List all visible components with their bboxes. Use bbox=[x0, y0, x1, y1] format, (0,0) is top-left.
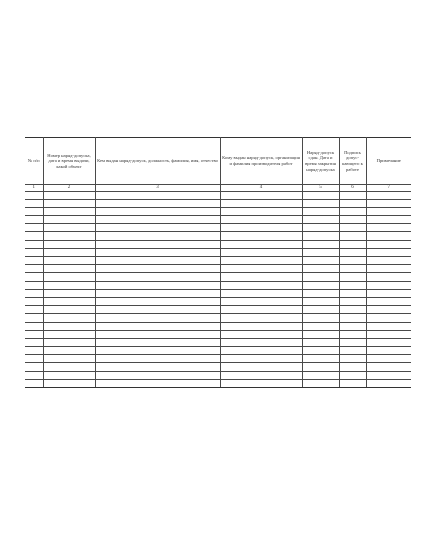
table-cell bbox=[220, 297, 302, 305]
table-cell bbox=[43, 322, 95, 330]
table-cell bbox=[366, 191, 411, 199]
table-cell bbox=[95, 257, 220, 265]
table-row bbox=[25, 306, 411, 314]
table-row bbox=[25, 355, 411, 363]
table-cell bbox=[366, 379, 411, 387]
table-row bbox=[25, 199, 411, 207]
table-cell bbox=[25, 355, 43, 363]
table-cell bbox=[366, 363, 411, 371]
table-cell bbox=[43, 199, 95, 207]
column-header-index: № п/п bbox=[25, 138, 43, 185]
table-cell bbox=[220, 379, 302, 387]
table-cell bbox=[43, 232, 95, 240]
table-cell bbox=[25, 289, 43, 297]
table-cell bbox=[95, 207, 220, 215]
table-cell bbox=[95, 379, 220, 387]
table-row bbox=[25, 248, 411, 256]
table-cell bbox=[43, 314, 95, 322]
table-cell bbox=[43, 355, 95, 363]
table-cell bbox=[366, 371, 411, 379]
table-row bbox=[25, 347, 411, 355]
table-cell bbox=[95, 314, 220, 322]
table-cell bbox=[25, 216, 43, 224]
table-row bbox=[25, 232, 411, 240]
table-cell bbox=[25, 273, 43, 281]
table-row bbox=[25, 207, 411, 215]
table-cell bbox=[366, 322, 411, 330]
table-cell bbox=[43, 289, 95, 297]
table-cell bbox=[43, 240, 95, 248]
table-cell bbox=[220, 232, 302, 240]
table-cell bbox=[43, 363, 95, 371]
table-cell bbox=[366, 224, 411, 232]
table-cell bbox=[339, 257, 366, 265]
register-body bbox=[25, 191, 411, 388]
table-row bbox=[25, 322, 411, 330]
table-cell bbox=[25, 281, 43, 289]
table-cell bbox=[95, 297, 220, 305]
table-cell bbox=[366, 248, 411, 256]
table-cell bbox=[339, 347, 366, 355]
table-cell bbox=[366, 281, 411, 289]
table-cell bbox=[302, 248, 339, 256]
table-cell bbox=[339, 330, 366, 338]
table-cell bbox=[25, 232, 43, 240]
table-cell bbox=[43, 297, 95, 305]
table-cell bbox=[220, 322, 302, 330]
table-cell bbox=[220, 199, 302, 207]
table-cell bbox=[43, 330, 95, 338]
table-cell bbox=[302, 289, 339, 297]
table-row bbox=[25, 379, 411, 387]
table-cell bbox=[25, 224, 43, 232]
table-cell bbox=[339, 314, 366, 322]
table-cell bbox=[302, 297, 339, 305]
table-cell bbox=[302, 257, 339, 265]
table-cell bbox=[95, 281, 220, 289]
table-cell bbox=[366, 355, 411, 363]
table-row bbox=[25, 216, 411, 224]
table-cell bbox=[43, 248, 95, 256]
table-cell bbox=[302, 224, 339, 232]
table-cell bbox=[43, 379, 95, 387]
table-cell bbox=[220, 191, 302, 199]
table-cell bbox=[220, 371, 302, 379]
table-cell bbox=[220, 314, 302, 322]
table-cell bbox=[339, 199, 366, 207]
column-number: 5 bbox=[302, 185, 339, 192]
table-cell bbox=[302, 199, 339, 207]
table-row bbox=[25, 240, 411, 248]
table-cell bbox=[366, 232, 411, 240]
table-cell bbox=[302, 216, 339, 224]
table-cell bbox=[43, 216, 95, 224]
table-cell bbox=[220, 265, 302, 273]
table-cell bbox=[25, 297, 43, 305]
table-cell bbox=[220, 281, 302, 289]
table-cell bbox=[95, 265, 220, 273]
table-cell bbox=[339, 273, 366, 281]
table-cell bbox=[95, 289, 220, 297]
table-cell bbox=[366, 314, 411, 322]
table-row bbox=[25, 338, 411, 346]
table-cell bbox=[43, 338, 95, 346]
table-cell bbox=[366, 297, 411, 305]
table-cell bbox=[302, 207, 339, 215]
table-row bbox=[25, 224, 411, 232]
table-row bbox=[25, 265, 411, 273]
table-cell bbox=[95, 273, 220, 281]
table-cell bbox=[220, 347, 302, 355]
table-cell bbox=[220, 224, 302, 232]
table-cell bbox=[95, 330, 220, 338]
table-cell bbox=[339, 207, 366, 215]
column-header-closed: Наряд-допуск сдан. Дата и время закрытия наряд-допуска bbox=[302, 138, 339, 185]
table-cell bbox=[366, 207, 411, 215]
table-cell bbox=[95, 216, 220, 224]
table-cell bbox=[95, 338, 220, 346]
table-cell bbox=[43, 224, 95, 232]
table-cell bbox=[220, 363, 302, 371]
table-cell bbox=[25, 199, 43, 207]
table-cell bbox=[220, 355, 302, 363]
table-cell bbox=[339, 355, 366, 363]
table-cell bbox=[339, 191, 366, 199]
column-number: 2 bbox=[43, 185, 95, 192]
table-cell bbox=[339, 322, 366, 330]
table-cell bbox=[25, 322, 43, 330]
header-row bbox=[25, 138, 411, 185]
column-header-issued-by: Кем выдан наряд-допуск, должность, фамилия, имя, отчество bbox=[95, 138, 220, 185]
table-cell bbox=[366, 330, 411, 338]
table-cell bbox=[25, 347, 43, 355]
table-cell bbox=[339, 371, 366, 379]
table-row bbox=[25, 314, 411, 322]
table-cell bbox=[25, 314, 43, 322]
table-cell bbox=[25, 257, 43, 265]
table-cell bbox=[366, 257, 411, 265]
column-header-issued-to: Кому выдан наряд-допуск, организация и фамилия производителя работ bbox=[220, 138, 302, 185]
column-number: 4 bbox=[220, 185, 302, 192]
table-cell bbox=[43, 273, 95, 281]
column-number: 1 bbox=[25, 185, 43, 192]
table-cell bbox=[339, 240, 366, 248]
table-row bbox=[25, 363, 411, 371]
table-cell bbox=[95, 355, 220, 363]
table-cell bbox=[43, 191, 95, 199]
table-cell bbox=[25, 240, 43, 248]
table-cell bbox=[339, 265, 366, 273]
table-cell bbox=[43, 347, 95, 355]
column-header-signature: Подпись допус-кающего к работе bbox=[339, 138, 366, 185]
column-number: 3 bbox=[95, 185, 220, 192]
table-cell bbox=[95, 347, 220, 355]
table-cell bbox=[302, 371, 339, 379]
table-cell bbox=[220, 240, 302, 248]
table-cell bbox=[302, 379, 339, 387]
table-cell bbox=[43, 265, 95, 273]
table-cell bbox=[220, 257, 302, 265]
table-row bbox=[25, 297, 411, 305]
table-cell bbox=[25, 330, 43, 338]
table-cell bbox=[339, 281, 366, 289]
table-cell bbox=[220, 248, 302, 256]
table-cell bbox=[220, 273, 302, 281]
table-cell bbox=[366, 265, 411, 273]
table-cell bbox=[95, 322, 220, 330]
table-cell bbox=[43, 207, 95, 215]
table-cell bbox=[302, 191, 339, 199]
table-row bbox=[25, 257, 411, 265]
table-cell bbox=[95, 306, 220, 314]
table-cell bbox=[43, 257, 95, 265]
table-cell bbox=[25, 379, 43, 387]
table-cell bbox=[220, 338, 302, 346]
table-cell bbox=[302, 265, 339, 273]
table-cell bbox=[302, 347, 339, 355]
table-row bbox=[25, 273, 411, 281]
table-cell bbox=[220, 216, 302, 224]
table-row bbox=[25, 371, 411, 379]
table-cell bbox=[302, 232, 339, 240]
column-number: 6 bbox=[339, 185, 366, 192]
table-cell bbox=[302, 363, 339, 371]
table-cell bbox=[366, 240, 411, 248]
table-cell bbox=[339, 289, 366, 297]
table-cell bbox=[302, 338, 339, 346]
table-cell bbox=[220, 207, 302, 215]
table-row bbox=[25, 289, 411, 297]
table-cell bbox=[366, 338, 411, 346]
table-cell bbox=[366, 199, 411, 207]
table-cell bbox=[302, 306, 339, 314]
table-cell bbox=[302, 273, 339, 281]
table-cell bbox=[95, 248, 220, 256]
table-cell bbox=[43, 306, 95, 314]
table-cell bbox=[220, 330, 302, 338]
table-cell bbox=[220, 289, 302, 297]
table-cell bbox=[95, 371, 220, 379]
table-cell bbox=[25, 248, 43, 256]
permit-register-table bbox=[25, 137, 411, 388]
table-cell bbox=[43, 371, 95, 379]
column-header-note: Примечание bbox=[366, 138, 411, 185]
table-cell bbox=[339, 232, 366, 240]
table-cell bbox=[366, 273, 411, 281]
table-cell bbox=[43, 281, 95, 289]
table-cell bbox=[95, 240, 220, 248]
table-cell bbox=[339, 306, 366, 314]
table-cell bbox=[339, 224, 366, 232]
table-cell bbox=[366, 216, 411, 224]
table-cell bbox=[366, 347, 411, 355]
table-cell bbox=[302, 322, 339, 330]
table-cell bbox=[25, 191, 43, 199]
table-cell bbox=[25, 306, 43, 314]
table-cell bbox=[339, 363, 366, 371]
table-cell bbox=[25, 363, 43, 371]
table-cell bbox=[339, 216, 366, 224]
table-cell bbox=[220, 306, 302, 314]
table-cell bbox=[95, 363, 220, 371]
table-cell bbox=[95, 224, 220, 232]
table-cell bbox=[366, 306, 411, 314]
table-cell bbox=[339, 297, 366, 305]
table-row bbox=[25, 191, 411, 199]
table-cell bbox=[339, 248, 366, 256]
table-cell bbox=[25, 207, 43, 215]
table-row bbox=[25, 330, 411, 338]
table-cell bbox=[302, 355, 339, 363]
table-cell bbox=[339, 338, 366, 346]
column-number: 7 bbox=[366, 185, 411, 192]
table-cell bbox=[302, 281, 339, 289]
table-cell bbox=[95, 199, 220, 207]
table-cell bbox=[366, 289, 411, 297]
table-row bbox=[25, 281, 411, 289]
table-cell bbox=[25, 371, 43, 379]
table-cell bbox=[302, 314, 339, 322]
column-header-permit-number: Номер наряд-допуска, дата и время выдачи, какой объект bbox=[43, 138, 95, 185]
table-cell bbox=[302, 240, 339, 248]
table-cell bbox=[302, 330, 339, 338]
table-cell bbox=[95, 191, 220, 199]
table-cell bbox=[25, 265, 43, 273]
table-cell bbox=[339, 379, 366, 387]
table-cell bbox=[95, 232, 220, 240]
table-cell bbox=[25, 338, 43, 346]
